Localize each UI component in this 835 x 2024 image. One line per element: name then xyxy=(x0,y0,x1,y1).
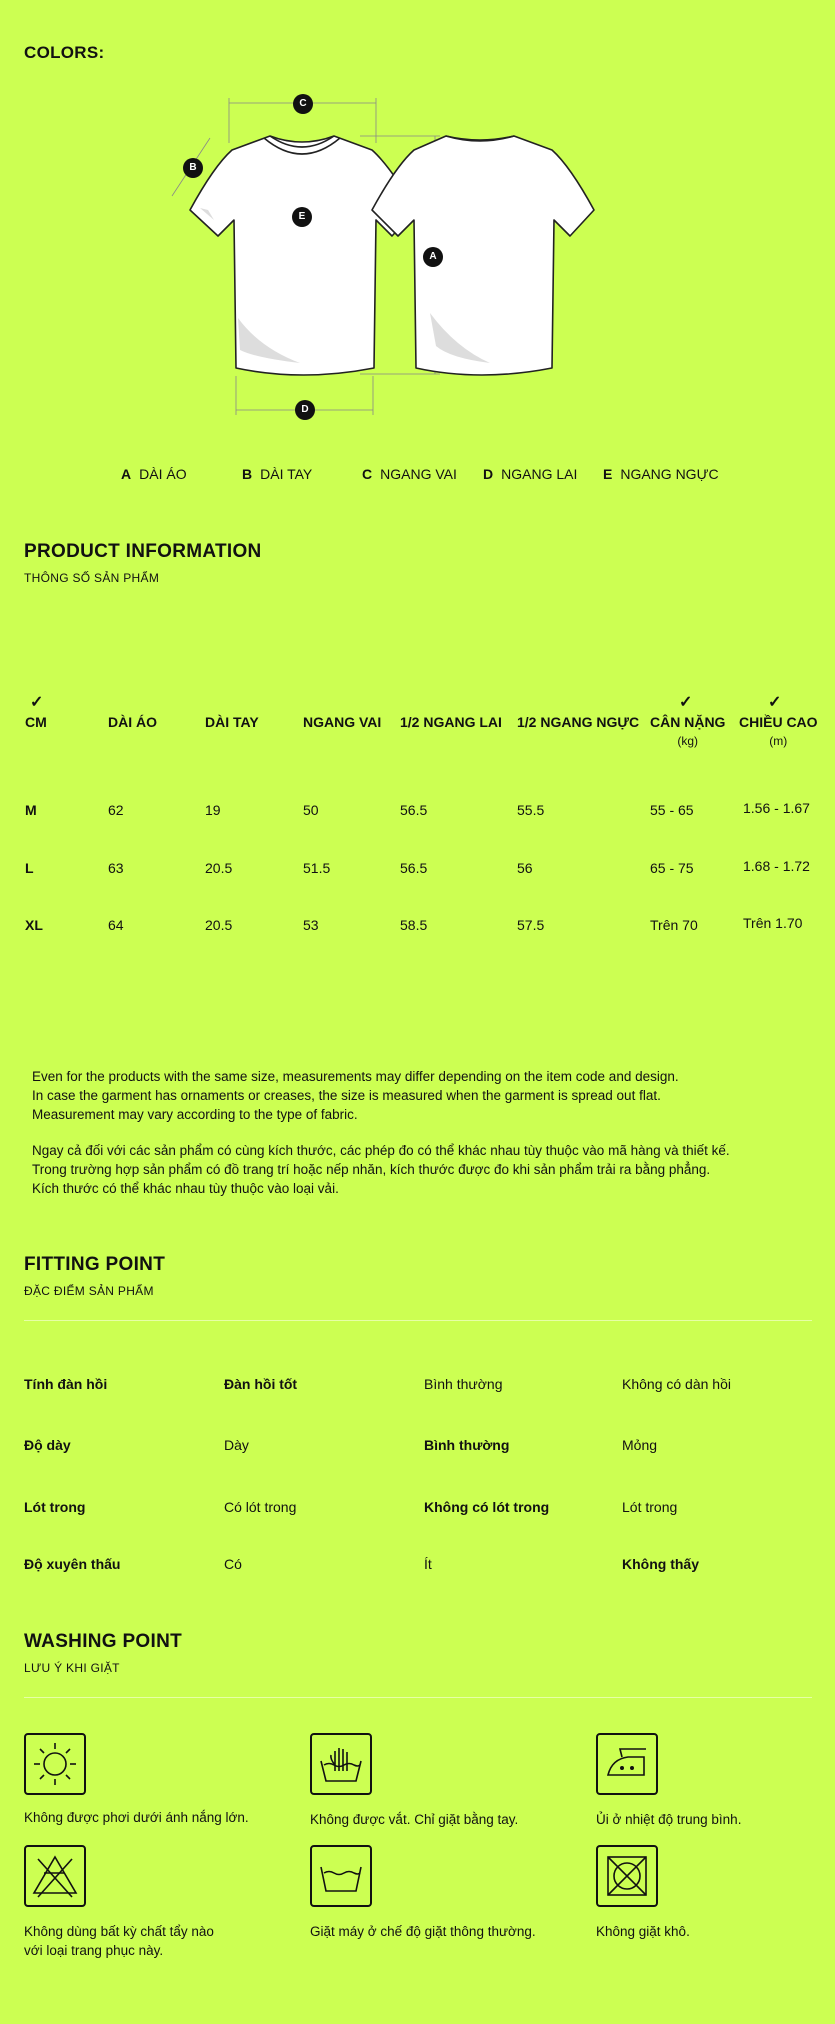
fitting-subtitle: ĐẶC ĐIỂM SẢN PHẨM xyxy=(24,1284,154,1298)
fitting-option-selected: Đàn hồi tốt xyxy=(224,1376,298,1392)
fitting-option: Có xyxy=(224,1556,242,1572)
fitting-label: Lót trong xyxy=(24,1499,86,1515)
no-dry-clean-icon xyxy=(596,1845,658,1907)
product-info-subtitle: THÔNG SỐ SẢN PHẨM xyxy=(24,571,160,585)
table-cell: 57.5 xyxy=(517,917,545,933)
measurement-note-en: Even for the products with the same size, measurements may differ depending on the item code and design. In case the garment has ornaments or creases, the size is measured when the garment is spread out flat. Measurement may vary according to the type of fabric. xyxy=(32,1069,679,1122)
fitting-option-selected: Bình thường xyxy=(424,1437,510,1453)
marker-c: C xyxy=(293,94,313,114)
washing-text: Không giặt khô. xyxy=(596,1924,690,1939)
iron-medium-icon xyxy=(596,1733,658,1795)
measurement-note-vi: Ngay cả đối với các sản phẩm có cùng kích thước, các phép đo có thể khác nhau tùy thuộc vào mã hàng và thiết kế. Trong trường hợp sản phẩm có đồ trang trí hoặc nếp nhăn, kích thước được đo khi sản phẩm trải ra bằng phẳng. Kích thước có thể khác nhau tùy thuộc vào loại vải. xyxy=(32,1143,730,1196)
table-cell: 51.5 xyxy=(303,860,331,876)
washing-text: Ủi ở nhiệt độ trung bình. xyxy=(596,1812,742,1827)
col-header-length: DÀI ÁO xyxy=(108,714,157,730)
table-cell: 53 xyxy=(303,917,319,933)
table-cell: 64 xyxy=(108,917,124,933)
fitting-option: Lót trong xyxy=(622,1499,678,1515)
divider xyxy=(24,1697,812,1698)
table-cell: 20.5 xyxy=(205,917,233,933)
fitting-option: Ít xyxy=(424,1556,432,1572)
table-cell: 56.5 xyxy=(400,860,428,876)
washing-text: Giặt máy ở chế độ giặt thông thường. xyxy=(310,1924,536,1939)
fitting-option-selected: Không có lót trong xyxy=(424,1499,550,1515)
divider xyxy=(24,1320,812,1321)
sun-icon xyxy=(24,1733,86,1795)
table-cell: Trên 70 xyxy=(650,917,698,933)
col-header-sleeve: DÀI TAY xyxy=(205,714,259,730)
table-cell: 1.56 - 1.67 xyxy=(743,800,810,816)
table-cell: 62 xyxy=(108,802,124,818)
fitting-option: Dày xyxy=(224,1437,249,1453)
table-cell: 20.5 xyxy=(205,860,233,876)
fitting-option: Mỏng xyxy=(622,1437,658,1453)
marker-d: D xyxy=(295,400,315,420)
check-icon: ✓ xyxy=(768,694,782,711)
no-bleach-icon xyxy=(24,1845,86,1907)
washing-text: Không dùng bất kỳ chất tẩy nào với loại trang phục này. xyxy=(24,1924,214,1958)
col-header-height: CHIỀU CAO (m) xyxy=(739,714,818,748)
marker-e: E xyxy=(292,207,312,227)
table-cell: 1.68 - 1.72 xyxy=(743,858,810,874)
col-header-shoulder: NGANG VAI xyxy=(303,714,382,730)
col-header-chest: 1/2 NGANG NGỰC xyxy=(517,714,640,730)
legend-item-e: E NGANG NGỰC xyxy=(603,466,719,482)
col-header-weight: CÂN NẶNG (kg) xyxy=(650,714,726,748)
table-cell: 55 - 65 xyxy=(650,802,694,818)
col-header-hem: 1/2 NGANG LAI xyxy=(400,714,502,730)
size-cell: XL xyxy=(25,917,43,933)
washing-subtitle: LƯU Ý KHI GIẶT xyxy=(24,1661,120,1675)
machine-wash-icon xyxy=(310,1845,372,1907)
table-cell: 56.5 xyxy=(400,802,428,818)
fitting-option: Có lót trong xyxy=(224,1499,297,1515)
fitting-label: Độ dày xyxy=(24,1437,71,1453)
table-cell: 56 xyxy=(517,860,533,876)
product-info-title: PRODUCT INFORMATION xyxy=(24,541,262,562)
fitting-option-selected: Không thấy xyxy=(622,1556,699,1572)
tshirt-measurement-diagram xyxy=(160,88,680,428)
size-cell: L xyxy=(25,860,34,876)
fitting-option: Không có dàn hồi xyxy=(622,1376,731,1392)
colors-label: COLORS: xyxy=(24,43,105,62)
marker-b: B xyxy=(183,158,203,178)
hand-wash-icon xyxy=(310,1733,372,1795)
table-cell: 55.5 xyxy=(517,802,545,818)
legend-item-b: B DÀI TAY xyxy=(242,466,313,482)
fitting-title: FITTING POINT xyxy=(24,1254,166,1275)
washing-text: Không được vắt. Chỉ giặt bằng tay. xyxy=(310,1812,519,1827)
table-cell: 58.5 xyxy=(400,917,428,933)
legend-item-a: A DÀI ÁO xyxy=(121,466,187,482)
check-icon: ✓ xyxy=(30,694,44,711)
col-header-cm: CM xyxy=(25,714,47,730)
fitting-label: Độ xuyên thấu xyxy=(24,1556,121,1572)
legend-item-d: D NGANG LAI xyxy=(483,466,578,482)
table-cell: 65 - 75 xyxy=(650,860,694,876)
marker-a: A xyxy=(423,247,443,267)
table-cell: 50 xyxy=(303,802,319,818)
washing-text: Không được phơi dưới ánh nắng lớn. xyxy=(24,1810,249,1825)
fitting-option: Bình thường xyxy=(424,1376,503,1392)
table-cell: Trên 1.70 xyxy=(743,915,803,931)
size-cell: M xyxy=(25,802,37,818)
washing-title: WASHING POINT xyxy=(24,1631,183,1652)
fitting-label: Tính đàn hồi xyxy=(24,1376,108,1392)
table-cell: 63 xyxy=(108,860,124,876)
table-cell: 19 xyxy=(205,802,221,818)
legend-item-c: C NGANG VAI xyxy=(362,466,457,482)
check-icon: ✓ xyxy=(679,694,693,711)
